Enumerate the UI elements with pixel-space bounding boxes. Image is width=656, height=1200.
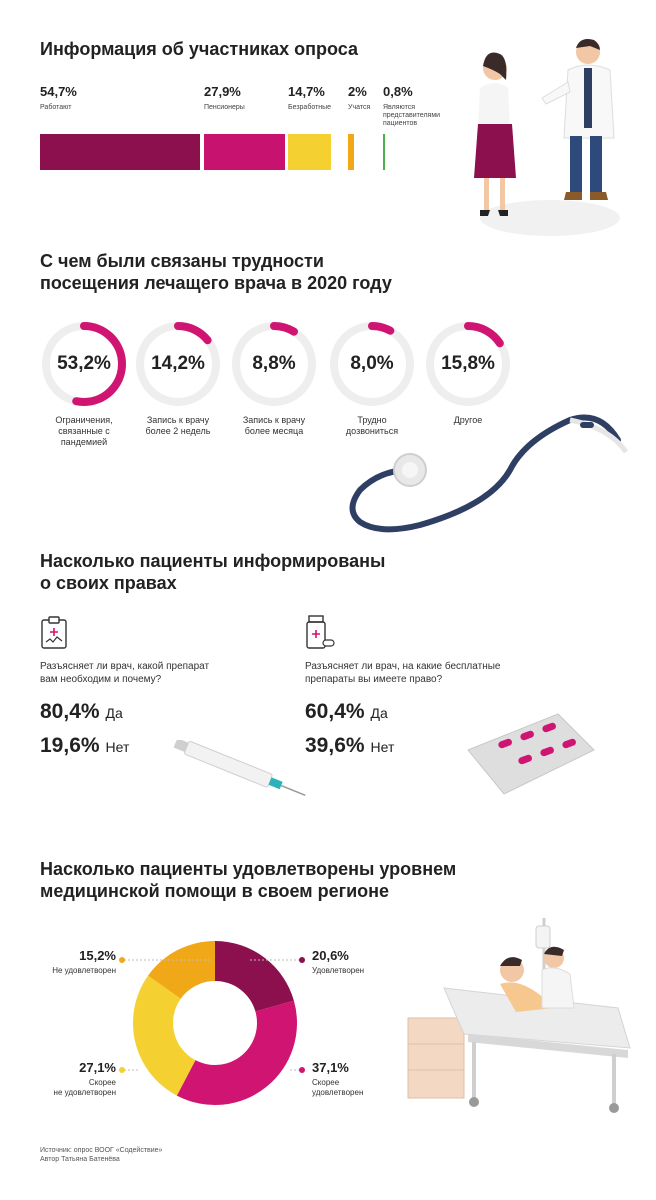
rights-left-question: Разъясняет ли врач, какой препарат вам необходим и почему?	[40, 661, 210, 685]
satisfaction-label-not-satisfied: Не удовлетворен	[52, 966, 116, 975]
rights-left-no: 19,6% Нет	[40, 734, 130, 757]
participants-value-pensioners: 27,9%	[204, 84, 241, 99]
satisfaction-value-rather-satisfied: 37,1%	[312, 1060, 349, 1075]
hospital-bed-illustration	[404, 908, 640, 1118]
source-footnote: Источник: опрос ВООГ «Содействие» Автор Татьяна Батенёва	[40, 1147, 163, 1163]
satisfaction-label-rather-not-satisfied: Скорее не удовлетворен	[53, 1078, 116, 1097]
participants-label-unemployed: Безработные	[288, 104, 332, 111]
difficulty-ring-value: 8,0%	[350, 353, 394, 374]
leader-dot	[119, 1067, 125, 1073]
difficulty-ring-value: 14,2%	[151, 353, 205, 374]
satisfaction-title: Насколько пациенты удовлетворены уровнем медицинской помощи в своем регионе	[40, 859, 457, 901]
participants-value-students: 2%	[348, 84, 367, 99]
rights-title: Насколько пациенты информированы о своих правах	[40, 551, 386, 593]
satisfaction-value-rather-not-satisfied: 27,1%	[79, 1060, 116, 1075]
participants-value-unemployed: 14,7%	[288, 84, 325, 99]
difficulty-ring-label: Ограничения, связанные с пандемией	[55, 415, 113, 447]
satisfaction-value-not-satisfied: 15,2%	[79, 948, 116, 963]
difficulty-ring-label: Запись к врачу более 2 недель	[145, 415, 211, 436]
rights-left-yes: 80,4% Да	[40, 700, 123, 723]
participants-title: Информация об участниках опроса	[40, 39, 359, 59]
rights-right-yes: 60,4% Да	[305, 700, 388, 723]
difficulties-title: С чем были связаны трудности посещения лечащего врача в 2020 году	[40, 251, 392, 293]
participants-label-working: Работают	[40, 104, 72, 111]
rights-right-question: Разъясняет ли врач, на какие бесплатные препараты вы имеете право?	[305, 661, 501, 685]
leader-dot	[119, 957, 125, 963]
rights-right-no: 39,6% Нет	[305, 734, 395, 757]
leader-dot	[299, 1067, 305, 1073]
participants-value-working: 54,7%	[40, 84, 77, 99]
difficulty-ring-label: Трудно дозвониться	[345, 415, 399, 436]
difficulty-ring-value: 53,2%	[57, 353, 111, 374]
difficulty-ring-label: Запись к врачу более месяца	[242, 415, 306, 436]
participants-label-representatives: Являются представителями пациентов	[383, 104, 441, 127]
difficulty-ring-label: Другое	[453, 415, 483, 425]
satisfaction-value-satisfied: 20,6%	[312, 948, 349, 963]
participants-label-pensioners: Пенсионеры	[204, 104, 245, 111]
participants-value-representatives: 0,8%	[383, 84, 413, 99]
leader-dot	[299, 957, 305, 963]
difficulty-ring-value: 15,8%	[441, 353, 495, 374]
participants-label-students: Учатся	[348, 104, 371, 111]
satisfaction-label-satisfied: Удовлетворен	[312, 966, 365, 975]
difficulty-ring-value: 8,8%	[252, 353, 296, 374]
satisfaction-label-rather-satisfied: Скорее удовлетворен	[312, 1078, 364, 1097]
